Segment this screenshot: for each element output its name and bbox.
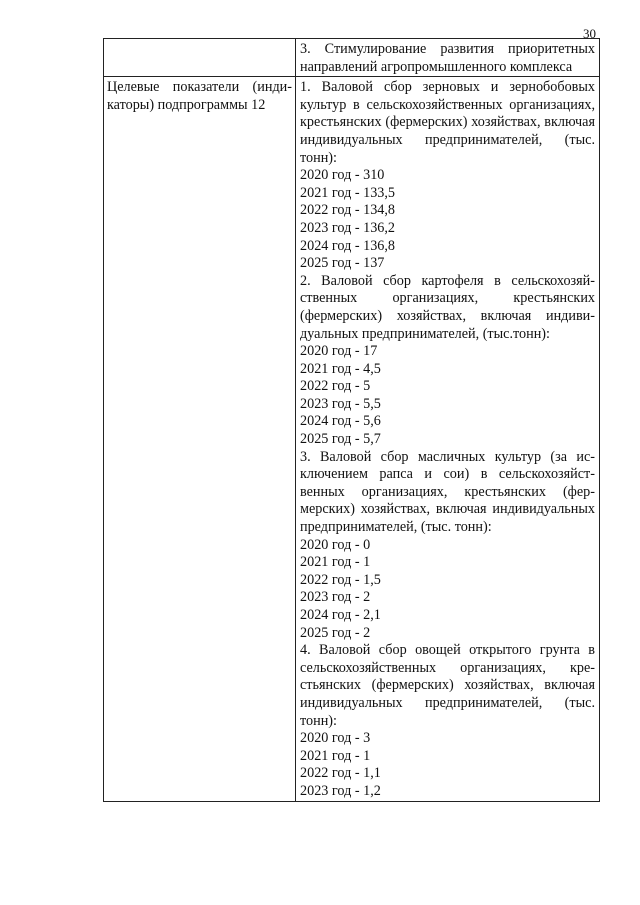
objective-paragraph: 3. Стимулирование развития приоритетных направлений агропромышленного комплекса [300, 41, 595, 75]
indicator-year-value: 2021 год - 4,5 [300, 360, 381, 377]
indicator-year-value: 2023 год - 1,2 [300, 782, 381, 799]
indicator-year-value: 2024 год - 5,6 [300, 413, 381, 430]
row-label-cell [104, 77, 296, 801]
indicator-year-value: 2020 год - 310 [300, 167, 385, 184]
table-row [104, 77, 600, 801]
indicator-year-value: 2020 год - 17 [300, 343, 378, 360]
indicator-block [300, 449, 595, 643]
indicator-block [300, 273, 595, 449]
program-table [103, 38, 600, 802]
indicator-year-value: 2022 год - 5 [300, 378, 371, 395]
indicator-year-value: 2025 год - 5,7 [300, 431, 381, 448]
indicator-year-value: 2023 год - 2 [300, 589, 371, 606]
indicator-year-value: 2020 год - 0 [300, 536, 371, 553]
indicator-block [300, 642, 595, 800]
indicator-title: 2. Валовой сбор картофеля в сельскохозяйственных организациях, крестьянских (фермерских) хозяйствах, включая индивидуальных предпринимателей, (тыс.тонн): [300, 272, 595, 342]
indicator-year-value: 2022 год - 134,8 [300, 202, 396, 219]
row-content-cell [296, 39, 600, 77]
indicator-title: 3. Валовой сбор масличных культур (за исключением рапса и сои) в сельскохозяйственных организациях, крестьянских (фермерских) хозяйствах, включая индивидуальных предпринимателей, (тыс. тонн): [300, 448, 595, 536]
indicator-year-value: 2025 год - 137 [300, 255, 385, 272]
indicators-cell [296, 77, 600, 801]
objective-text [296, 39, 599, 76]
row-label-cell [104, 39, 296, 77]
row-label [104, 39, 295, 41]
indicator-year-value: 2024 год - 2,1 [300, 607, 381, 623]
indicator-year-value: 2023 год - 136,2 [300, 219, 396, 236]
indicator-title: 1. Валовой сбор зерновых и зернобобовых культур в сельскохозяйственных организациях, крестьянских (фермерских) хозяйствах, включая индивидуальных предпринимателей, (тыс. тонн): [300, 79, 595, 166]
indicator-year-value: 2023 год - 5,5 [300, 395, 381, 412]
indicator-year-value: 2022 год - 1,1 [300, 765, 381, 782]
indicator-year-value: 2025 год - 2 [300, 624, 371, 641]
row-label: Целевые показатели (индикаторы) подпрограммы 12 [107, 79, 292, 113]
indicator-year-value: 2022 год - 1,5 [300, 571, 381, 588]
indicator-title: 4. Валовой сбор овощей открытого грунта в сельскохозяйственных организациях, крестьянских (фермерских) хозяйствах, включая индивидуальных предпринимателей, (тыс. тонн): [300, 642, 595, 729]
indicator-year-value: 2021 год - 1 [300, 747, 371, 764]
page-number: 30 [583, 26, 596, 41]
indicator-block [300, 79, 595, 273]
indicator-year-value: 2021 год - 1 [300, 554, 371, 571]
indicators-list [296, 77, 599, 800]
indicator-year-value: 2021 год - 133,5 [300, 184, 396, 201]
table-row [104, 39, 600, 77]
indicator-year-value: 2024 год - 136,8 [300, 237, 396, 254]
indicator-year-value: 2020 год - 3 [300, 730, 371, 747]
